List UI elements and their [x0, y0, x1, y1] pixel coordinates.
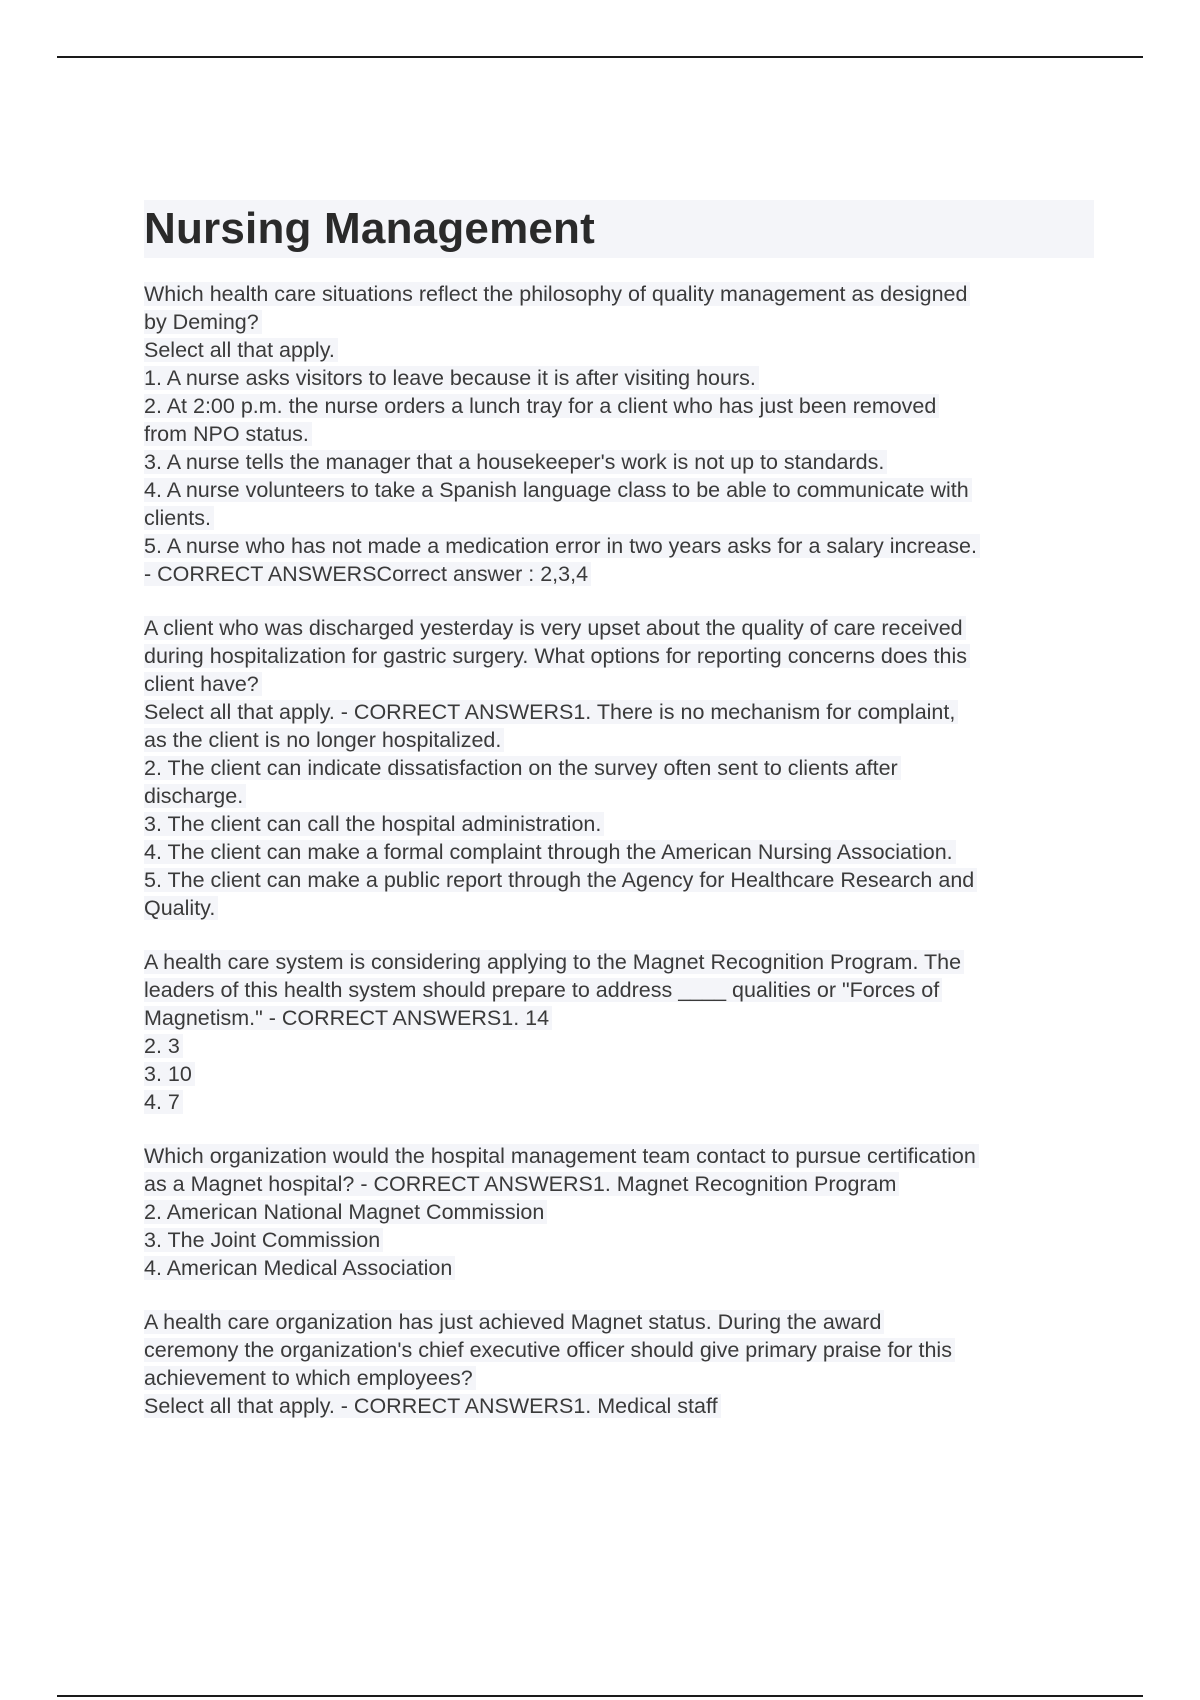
text-line-content: 1. A nurse asks visitors to leave because it is after visiting hours. [144, 366, 759, 390]
text-line [144, 420, 1094, 448]
text-line-content: 2. American National Magnet Commission [144, 1200, 547, 1224]
text-line-content: 3. A nurse tells the manager that a housekeeper's work is not up to standards. [144, 450, 887, 474]
text-line [144, 560, 1094, 588]
text-line [144, 1226, 1094, 1254]
text-line-content: 4. 7 [144, 1090, 183, 1114]
text-line [144, 280, 1094, 308]
text-line [144, 476, 1094, 504]
text-line [144, 448, 1094, 476]
text-line [144, 1336, 1094, 1364]
page-title: Nursing Management [144, 204, 595, 253]
text-line-content: Select all that apply. - CORRECT ANSWERS1. There is no mechanism for complaint, [144, 700, 958, 724]
text-line-content: Select all that apply. - CORRECT ANSWERS1. Medical staff [144, 1394, 721, 1418]
text-line-content: Quality. [144, 896, 218, 920]
text-line [144, 642, 1094, 670]
text-line-content: 2. At 2:00 p.m. the nurse orders a lunch tray for a client who has just been removed [144, 394, 939, 418]
title-band [144, 200, 1094, 258]
text-line [144, 1254, 1094, 1282]
text-line [144, 364, 1094, 392]
text-line-content: 4. A nurse volunteers to take a Spanish language class to be able to communicate with [144, 478, 972, 502]
text-line [144, 1032, 1094, 1060]
text-line-content: - CORRECT ANSWERSCorrect answer : 2,3,4 [144, 562, 591, 586]
text-line [144, 894, 1094, 922]
document-body [144, 200, 1094, 1446]
bottom-rule [57, 1695, 1143, 1697]
text-line-content: 3. 10 [144, 1062, 195, 1086]
text-line-content: achievement to which employees? [144, 1366, 476, 1390]
text-line [144, 670, 1094, 698]
text-line-content: A health care organization has just achieved Magnet status. During the award [144, 1310, 884, 1334]
question-block [144, 614, 1094, 922]
text-line [144, 1198, 1094, 1226]
text-line-content: Magnetism." - CORRECT ANSWERS1. 14 [144, 1006, 552, 1030]
text-line-content: during hospitalization for gastric surgery. What options for reporting concerns does this [144, 644, 970, 668]
text-line-content: ceremony the organization's chief executive officer should give primary praise for this [144, 1338, 955, 1362]
text-line [144, 838, 1094, 866]
text-line [144, 1004, 1094, 1032]
text-line [144, 1060, 1094, 1088]
text-line [144, 782, 1094, 810]
text-line [144, 1364, 1094, 1392]
text-line-content: by Deming? [144, 310, 262, 334]
text-line [144, 308, 1094, 336]
text-line [144, 1308, 1094, 1336]
text-line [144, 810, 1094, 838]
text-line [144, 1170, 1094, 1198]
text-line [144, 698, 1094, 726]
text-line-content: Which organization would the hospital management team contact to pursue certification [144, 1144, 979, 1168]
text-line [144, 866, 1094, 894]
question-block [144, 1308, 1094, 1420]
text-line [144, 392, 1094, 420]
text-line-content: client have? [144, 672, 262, 696]
text-line-content: 4. American Medical Association [144, 1256, 455, 1280]
text-line [144, 614, 1094, 642]
text-line [144, 1392, 1094, 1420]
question-block [144, 1142, 1094, 1282]
text-line-content: 3. The client can call the hospital administration. [144, 812, 604, 836]
text-line [144, 1088, 1094, 1116]
text-line-content: 2. The client can indicate dissatisfaction on the survey often sent to clients after [144, 756, 901, 780]
text-line-content: A health care system is considering applying to the Magnet Recognition Program. The [144, 950, 964, 974]
text-line [144, 948, 1094, 976]
text-line [144, 1142, 1094, 1170]
text-line-content: 4. The client can make a formal complaint through the American Nursing Association. [144, 840, 956, 864]
text-line-content: as a Magnet hospital? - CORRECT ANSWERS1. Magnet Recognition Program [144, 1172, 899, 1196]
text-line [144, 532, 1094, 560]
question-block [144, 280, 1094, 588]
text-line [144, 504, 1094, 532]
text-line-content: discharge. [144, 784, 246, 808]
text-line-content: leaders of this health system should prepare to address ____ qualities or "Forces of [144, 978, 942, 1002]
text-line-content: Which health care situations reflect the philosophy of quality management as designed [144, 282, 970, 306]
text-line [144, 976, 1094, 1004]
text-line [144, 754, 1094, 782]
text-line-content: Select all that apply. [144, 338, 338, 362]
text-line-content: 5. A nurse who has not made a medication error in two years asks for a salary increase. [144, 534, 980, 558]
text-line-content: 5. The client can make a public report through the Agency for Healthcare Research and [144, 868, 977, 892]
text-line-content: 3. The Joint Commission [144, 1228, 383, 1252]
text-line-content: 2. 3 [144, 1034, 183, 1058]
top-rule [57, 56, 1143, 58]
question-block [144, 948, 1094, 1116]
text-line-content: clients. [144, 506, 214, 530]
text-line-content: from NPO status. [144, 422, 312, 446]
text-line-content: A client who was discharged yesterday is very upset about the quality of care received [144, 616, 966, 640]
text-line [144, 336, 1094, 364]
text-line [144, 726, 1094, 754]
text-line-content: as the client is no longer hospitalized. [144, 728, 504, 752]
question-list [144, 280, 1094, 1420]
